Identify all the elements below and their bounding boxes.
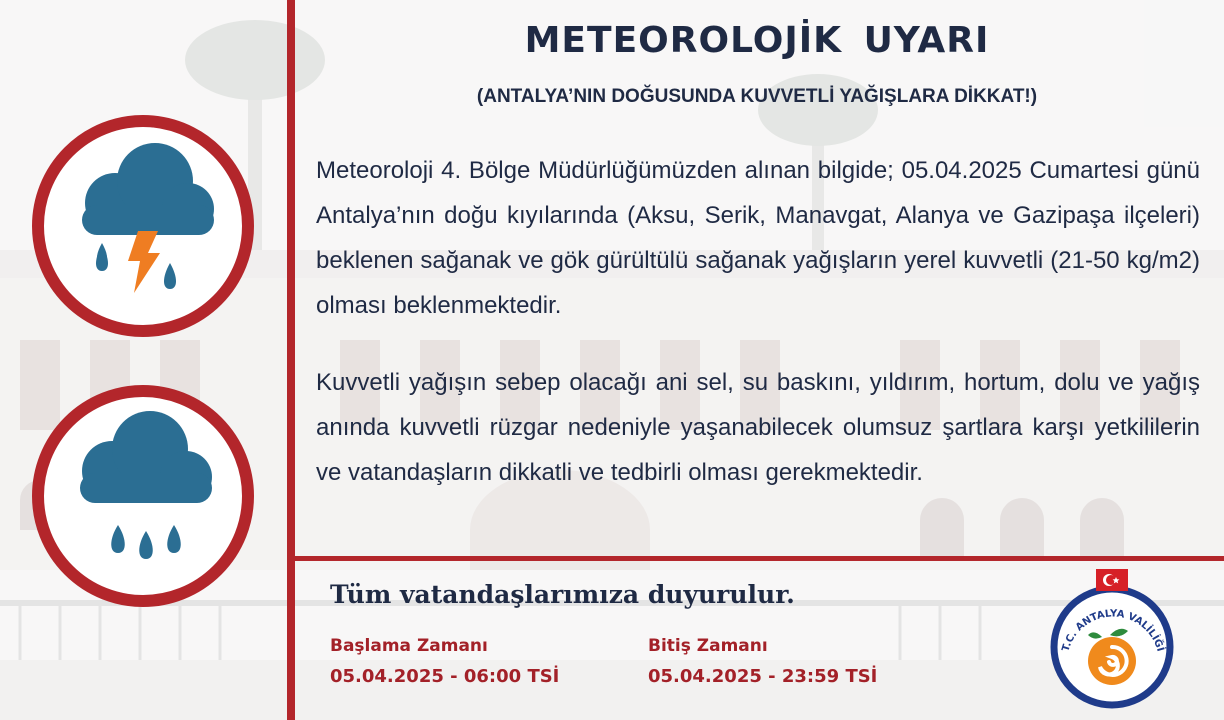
rain-icon xyxy=(30,383,256,609)
warning-paragraph-1: Meteoroloji 4. Bölge Müdürlüğümüzden alınan bilgide; 05.04.2025 Cumartesi günü Antalya’nın doğu kıyılarında (Aksu, Serik, Manavgat, Alanya ve Gazipaşa ilçeleri) beklenen sağanak ve gök gürültülü sağanak yağışların yerel kuvvetli (21-50 kg/m2) olması beklenmektedir. xyxy=(316,157,1200,319)
page-title: METEOROLOJİK UYARI xyxy=(524,20,990,61)
announcement-text: Tüm vatandaşlarımıza duyurulur. xyxy=(330,580,795,609)
end-time-value: 05.04.2025 - 23:59 TSİ xyxy=(648,666,878,687)
page-subtitle: (ANTALYA’NIN DOĞUSUNDA KUVVETLİ YAĞIŞLARA DİKKAT!) xyxy=(476,86,1038,107)
antalya-valiligi-logo xyxy=(1040,565,1185,710)
horizontal-divider xyxy=(287,556,1224,561)
vertical-divider xyxy=(287,0,295,720)
start-time-value: 05.04.2025 - 06:00 TSİ xyxy=(330,666,560,687)
thunderstorm-rain-icon xyxy=(30,113,256,339)
end-time-label: Bitiş Zamanı xyxy=(648,636,768,656)
warning-paragraph-2: Kuvvetli yağışın sebep olacağı ani sel, su baskını, yıldırım, hortum, dolu ve yağış anında kuvvetli rüzgar nedeniyle yaşanabilecek olumsuz şartlara karşı yetkililerin ve vatandaşların dikkatli ve tedbirli olması gerekmektedir. xyxy=(316,369,1200,486)
logo-text: T.C. ANTALYA VALİLİĞİ xyxy=(1060,608,1166,653)
start-time-label: Başlama Zamanı xyxy=(330,636,488,656)
